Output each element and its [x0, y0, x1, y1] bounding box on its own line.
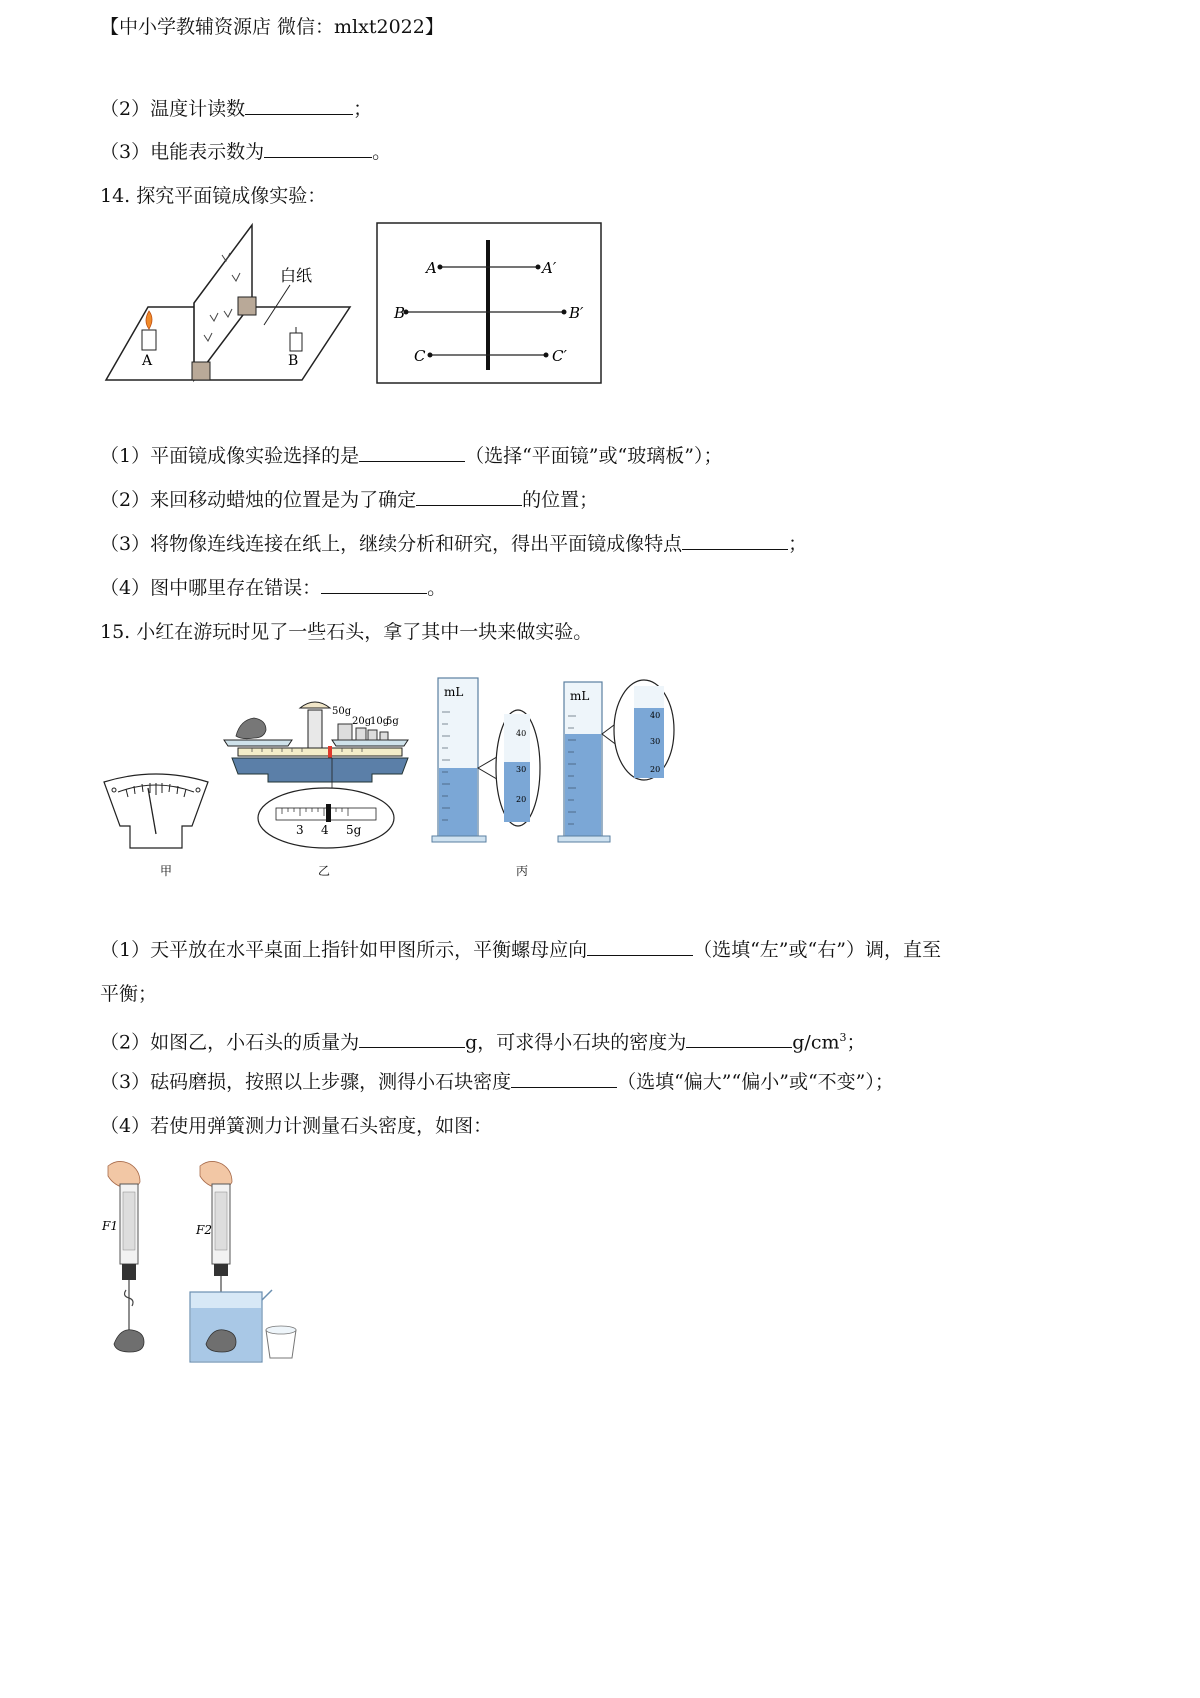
q15-item-1-text: （1）天平放在水平桌面上指针如甲图所示，平衡螺母应向	[100, 939, 588, 961]
label-jia: 甲	[160, 864, 173, 878]
mirror-points-figure	[376, 222, 602, 384]
q14-item-1-text: （1）平面镜成像实验选择的是	[100, 445, 360, 467]
answer-blank[interactable]	[264, 139, 372, 158]
q14-item-2-post: 的位置；	[522, 489, 599, 511]
answer-blank[interactable]	[416, 487, 522, 506]
q14-item-3	[100, 531, 807, 557]
answer-blank[interactable]	[245, 96, 353, 115]
answer-blank[interactable]	[686, 1029, 792, 1048]
answer-blank[interactable]	[359, 1029, 465, 1048]
q14-item-4-post: 。	[427, 577, 447, 599]
point-c-prime: C′	[552, 347, 567, 365]
q14-item-2-text: （2）来回移动蜡烛的位置是为了确定	[100, 489, 417, 511]
paper-label: 白纸	[280, 266, 313, 285]
balance-pointer-figure	[100, 770, 212, 850]
q14-item-3-post: ；	[788, 533, 808, 555]
cylinder-1-unit: mL	[444, 685, 464, 699]
q15-item-3-post: （选填“偏大”“偏小”或“不变”）；	[617, 1071, 894, 1093]
point-a-prime: A′	[542, 259, 557, 277]
q14-item-1	[100, 443, 722, 469]
point-b: B	[394, 304, 406, 322]
zoom-1-tick-20: 20	[516, 795, 527, 804]
q14-item-4-text: （4）图中哪里存在错误：	[100, 577, 322, 599]
spring-label-f1: F1	[102, 1219, 118, 1233]
zoom-2-tick-40: 40	[650, 711, 661, 720]
zoom-2-tick-20: 20	[650, 765, 661, 774]
weight-20g: 20g	[352, 716, 372, 727]
zoom-2-tick-30: 30	[650, 737, 661, 746]
q15-title: 15. 小红在游玩时见了一些石头，拿了其中一块来做实验。	[100, 621, 593, 643]
spring-scale-figure	[100, 1158, 314, 1364]
point-b-prime: B′	[569, 304, 584, 322]
q13-item-3-post: 。	[372, 141, 392, 163]
answer-blank[interactable]	[587, 937, 693, 956]
balance-figure	[222, 696, 418, 854]
q15-item-2	[100, 1025, 866, 1055]
label-bing: 丙	[516, 864, 529, 878]
answer-blank[interactable]	[682, 531, 788, 550]
weight-50g: 50g	[332, 706, 352, 717]
spring-label-f2: F2	[196, 1223, 212, 1237]
weight-10g: 10g	[370, 716, 390, 727]
cylinder-2-unit: mL	[570, 689, 590, 703]
q15-item-2-unit: g/cm	[792, 1031, 840, 1054]
answer-blank[interactable]	[321, 575, 427, 594]
q14-item-4	[100, 575, 446, 601]
zoom-1-tick-30: 30	[516, 765, 527, 774]
q14-item-3-text: （3）将物像连线连接在纸上，继续分析和研究，得出平面镜成像特点	[100, 533, 683, 555]
scale-tick-5g: 5g	[346, 823, 362, 837]
point-a: A	[426, 259, 437, 277]
q13-item-2-post: ；	[353, 98, 373, 120]
q13-item-2-text: （2）温度计读数	[100, 98, 246, 120]
q15-item-2-sup: 3	[839, 1031, 847, 1044]
q13-item-2	[100, 96, 372, 122]
q15-item-1-cont: 平衡；	[100, 983, 158, 1005]
q14-item-1-post: （选择“平面镜”或“玻璃板”）；	[465, 445, 723, 467]
answer-blank[interactable]	[359, 443, 465, 462]
q15-item-3	[100, 1069, 894, 1095]
weight-5g: 5g	[386, 716, 399, 727]
label-yi: 乙	[318, 864, 331, 878]
q14-item-2	[100, 487, 598, 513]
q15-item-3-text: （3）砝码磨损，按照以上步骤，测得小石块密度	[100, 1071, 512, 1093]
zoom-1-tick-40: 40	[516, 729, 527, 738]
page-header: 【中小学教辅资源店 微信：mlxt2022】	[100, 16, 444, 38]
cylinders-figure	[430, 672, 682, 852]
q15-item-1	[100, 937, 941, 963]
q15-item-2-mid: g，可求得小石块的密度为	[465, 1031, 687, 1054]
candle-a-label: A	[142, 353, 153, 369]
q15-item-4: （4）若使用弹簧测力计测量石头密度，如图：	[100, 1115, 493, 1137]
q15-item-1-post: （选填“左”或“右”）调，直至	[693, 939, 941, 961]
scale-tick-4: 4	[321, 823, 329, 837]
q15-item-2-text: （2）如图乙，小石头的质量为	[100, 1031, 360, 1054]
point-c: C	[414, 347, 426, 365]
mirror-setup-figure	[100, 215, 362, 387]
q15-item-2-post: ；	[846, 1031, 866, 1054]
candle-b-label: B	[288, 353, 299, 369]
q14-title: 14. 探究平面镜成像实验：	[100, 185, 327, 207]
q13-item-3	[100, 139, 391, 165]
q13-item-3-text: （3）电能表示数为	[100, 141, 265, 163]
scale-tick-3: 3	[296, 823, 304, 837]
answer-blank[interactable]	[511, 1069, 617, 1088]
